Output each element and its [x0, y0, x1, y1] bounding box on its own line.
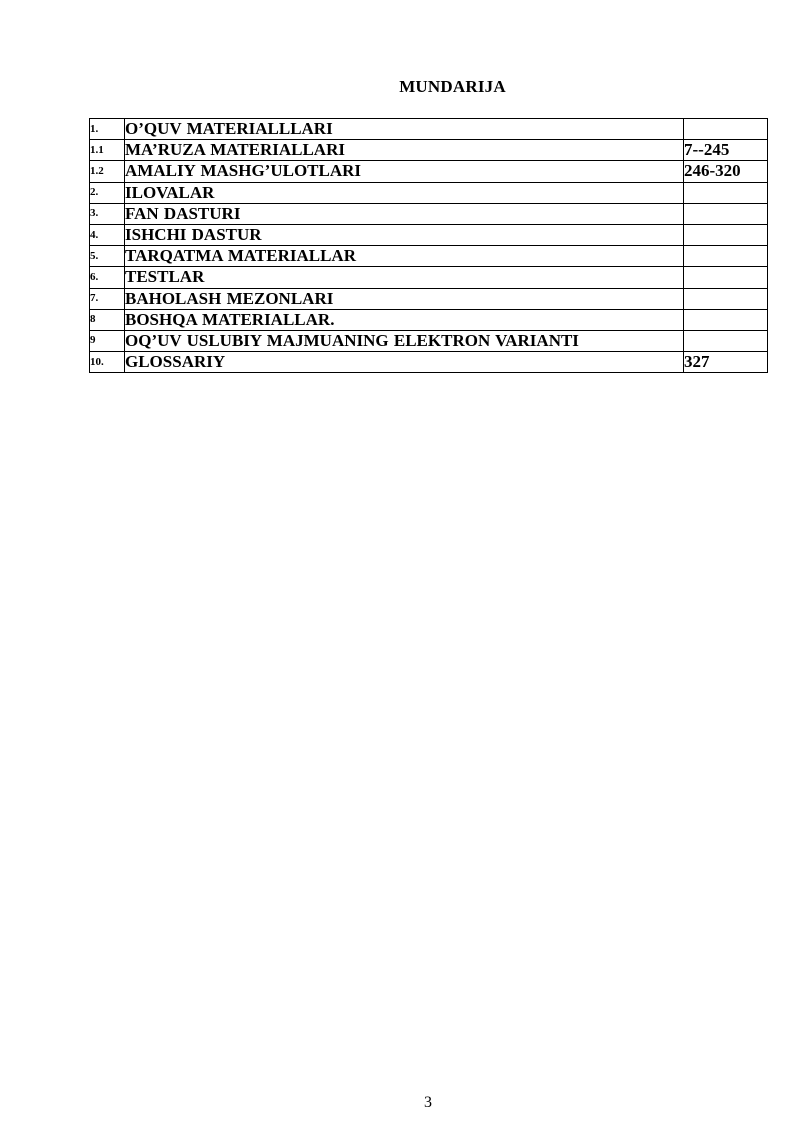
row-title: MA’RUZA MATERIALLARI	[125, 140, 684, 161]
row-pages	[684, 267, 768, 288]
row-title: ISHCHI DASTUR	[125, 224, 684, 245]
row-title: O’QUV MATERIALLLARI	[125, 119, 684, 140]
row-number: 7.	[90, 288, 125, 309]
table-row	[90, 203, 768, 224]
row-number: 3.	[90, 203, 125, 224]
row-title: FAN DASTURI	[125, 203, 684, 224]
row-pages	[684, 288, 768, 309]
page-number: 3	[424, 1094, 432, 1111]
toc-body	[90, 119, 768, 373]
row-title: OQ’UV USLUBIY MAJMUANING ELEKTRON VARIANTI	[125, 330, 684, 351]
row-pages	[684, 182, 768, 203]
row-number: 6.	[90, 267, 125, 288]
table-row	[90, 119, 768, 140]
table-row	[90, 182, 768, 203]
row-number: 9	[90, 330, 125, 351]
row-pages: 327	[684, 352, 768, 373]
row-number: 1.	[90, 119, 125, 140]
table-row	[90, 161, 768, 182]
table-row	[90, 352, 768, 373]
row-number: 5.	[90, 246, 125, 267]
row-pages	[684, 203, 768, 224]
row-title: BAHOLASH MEZONLARI	[125, 288, 684, 309]
row-title: BOSHQA MATERIALLAR.	[125, 309, 684, 330]
row-number: 1.2	[90, 161, 125, 182]
row-number: 8	[90, 309, 125, 330]
row-pages: 7--245	[684, 140, 768, 161]
row-title: TARQATMA MATERIALLAR	[125, 246, 684, 267]
table-row	[90, 140, 768, 161]
row-number: 2.	[90, 182, 125, 203]
row-pages	[684, 119, 768, 140]
row-title: GLOSSARIY	[125, 352, 684, 373]
row-pages	[684, 330, 768, 351]
row-title: TESTLAR	[125, 267, 684, 288]
table-row	[90, 309, 768, 330]
row-title: AMALIY MASHG’ULOTLARI	[125, 161, 684, 182]
row-number: 1.1	[90, 140, 125, 161]
row-number: 4.	[90, 224, 125, 245]
table-row	[90, 224, 768, 245]
table-row	[90, 267, 768, 288]
table-of-contents	[89, 118, 768, 373]
table-row	[90, 288, 768, 309]
row-title: ILOVALAR	[125, 182, 684, 203]
table-row	[90, 246, 768, 267]
row-number: 10.	[90, 352, 125, 373]
row-pages: 246-320	[684, 161, 768, 182]
row-pages	[684, 224, 768, 245]
row-pages	[684, 246, 768, 267]
table-row	[90, 330, 768, 351]
page-title: MUNDARIJA	[399, 77, 506, 96]
row-pages	[684, 309, 768, 330]
